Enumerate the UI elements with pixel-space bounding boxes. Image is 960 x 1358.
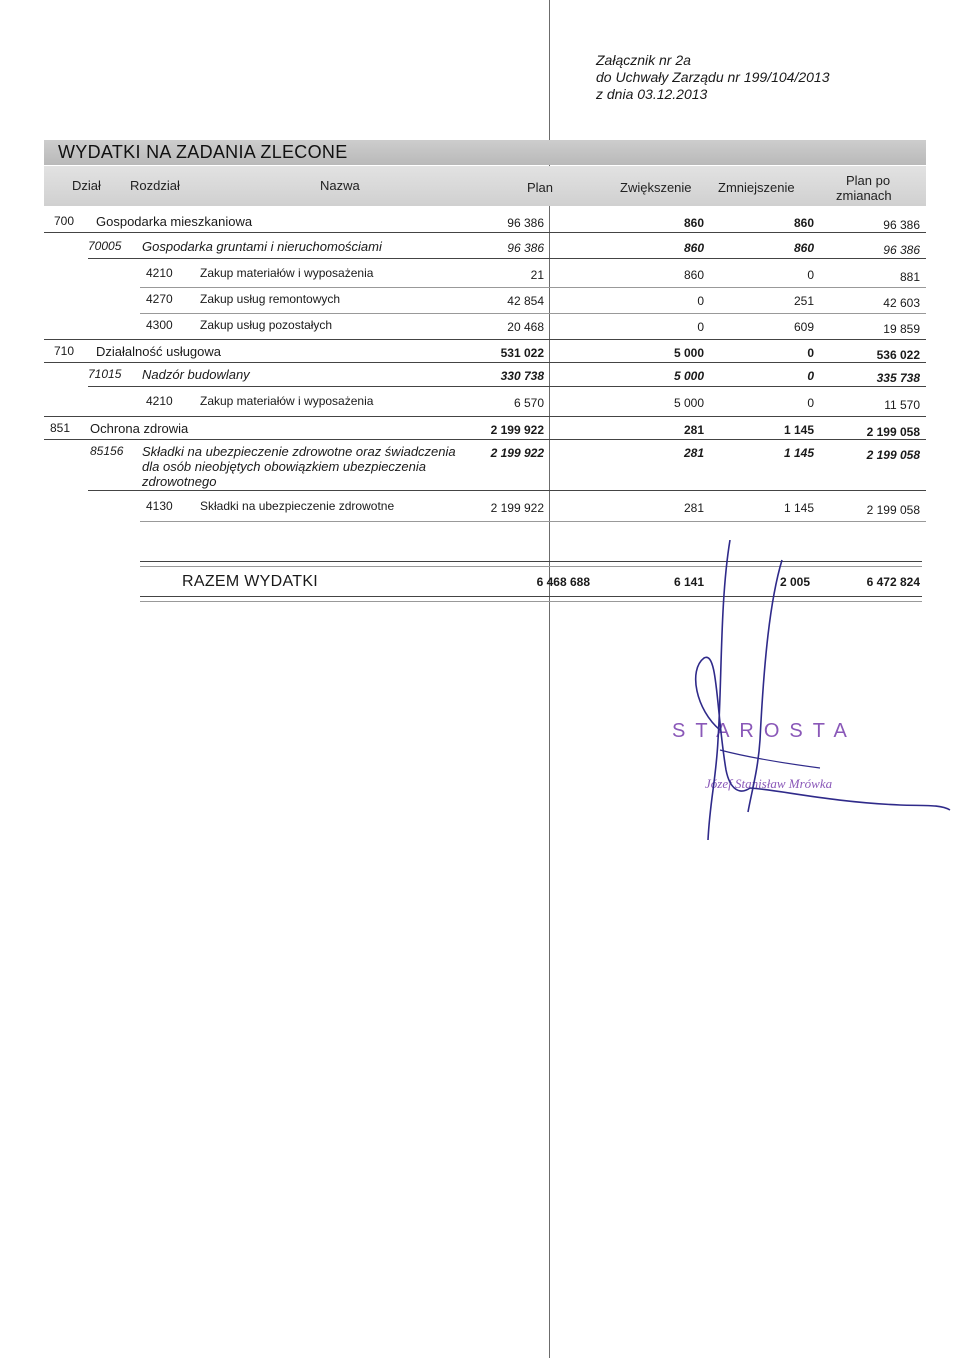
row-divider: [140, 521, 926, 522]
row-name: Gospodarka mieszkaniowa: [96, 214, 253, 229]
table-row: [44, 392, 926, 416]
table-row: [44, 316, 926, 340]
row-decrease: 0: [807, 346, 814, 360]
row-increase: 5 000: [673, 396, 704, 410]
row-increase: 0: [697, 320, 704, 334]
col-nazwa: Nazwa: [320, 178, 360, 193]
table-row: [44, 497, 926, 521]
row-divider: [140, 313, 926, 314]
row-decrease: 251: [793, 294, 814, 308]
row-increase: 860: [683, 241, 704, 255]
row-code: 4300: [146, 318, 173, 332]
row-name: Składki na ubezpieczenie zdrowotne: [200, 499, 395, 513]
col-dzial: Dział: [72, 178, 101, 193]
row-plan: 20 468: [507, 320, 544, 334]
row-plan-after: 2 199 058: [866, 448, 920, 462]
row-name: Zakup materiałów i wyposażenia: [200, 394, 374, 408]
row-name: Zakup usług pozostałych: [200, 318, 333, 332]
table-row: [44, 442, 926, 490]
row-decrease: 0: [807, 369, 814, 383]
attachment-line-3: z dnia 03.12.2013: [596, 86, 708, 102]
row-name: Nadzór budowlany: [142, 367, 250, 382]
row-decrease: 860: [793, 216, 814, 230]
row-plan-after: 42 603: [883, 296, 920, 310]
row-decrease: 0: [807, 396, 814, 410]
row-plan-after: 536 022: [876, 348, 920, 362]
row-plan-after: 881: [899, 270, 920, 284]
row-increase: 5 000: [673, 369, 704, 383]
starosta-stamp: STAROSTA: [672, 720, 857, 742]
row-plan: 2 199 922: [490, 446, 544, 460]
row-code: 4210: [146, 266, 173, 280]
row-decrease: 1 145: [783, 446, 814, 460]
row-decrease: 0: [807, 268, 814, 282]
row-code: 70005: [88, 239, 122, 253]
row-increase: 0: [697, 294, 704, 308]
row-plan: 531 022: [500, 346, 544, 360]
row-divider: [44, 339, 926, 340]
row-decrease: 1 145: [783, 501, 814, 515]
attachment-note: [596, 52, 829, 103]
row-name: Ochrona zdrowia: [90, 421, 189, 436]
row-code: 85156: [90, 444, 124, 458]
row-increase: 281: [683, 501, 704, 515]
table-title-bar: [44, 140, 926, 165]
row-divider: [44, 232, 926, 233]
row-decrease: 609: [793, 320, 814, 334]
attachment-line-2: do Uchwały Zarządu nr 199/104/2013: [596, 69, 830, 85]
row-plan: 42 854: [507, 294, 544, 308]
row-plan-after: 11 570: [884, 398, 920, 412]
row-decrease: 860: [793, 241, 814, 255]
row-plan: 96 386: [507, 216, 544, 230]
row-code: 71015: [88, 367, 122, 381]
row-divider: [44, 439, 926, 440]
attachment-line-1: Załącznik nr 2a: [596, 52, 691, 68]
row-code: 851: [50, 421, 71, 435]
row-plan: 96 386: [507, 241, 544, 255]
row-code: 4130: [146, 499, 173, 513]
row-decrease: 1 145: [783, 423, 814, 437]
row-divider: [44, 416, 926, 417]
row-name: Zakup usług remontowych: [200, 292, 341, 306]
col-zmniejszenie: Zmniejszenie: [718, 180, 795, 195]
total-decrease: 2 005: [779, 575, 810, 589]
row-plan: 2 199 922: [490, 423, 544, 437]
row-plan-after: 2 199 058: [866, 503, 920, 517]
row-increase: 860: [683, 216, 704, 230]
row-divider: [140, 287, 926, 288]
total-label: RAZEM WYDATKI: [182, 573, 319, 590]
row-name-line-3: zdrowotnego: [142, 474, 217, 489]
row-increase: 281: [683, 423, 704, 437]
row-divider: [88, 386, 926, 387]
row-code: 4270: [146, 292, 173, 306]
stamp-name: Józef Stanisław Mrówka: [705, 776, 833, 791]
column-header-row: [44, 166, 926, 206]
col-rozdzial: Rozdział: [130, 178, 180, 193]
row-plan-after: 335 738: [876, 371, 920, 385]
row-plan-after: 96 386: [883, 218, 920, 232]
row-plan: 330 738: [500, 369, 544, 383]
row-plan-after: 19 859: [883, 322, 920, 336]
total-plan-after: 6 472 824: [866, 575, 920, 589]
row-name: Zakup materiałów i wyposażenia: [200, 266, 374, 280]
row-plan: 6 570: [513, 396, 544, 410]
row-plan: 21: [530, 268, 544, 282]
row-increase: 281: [683, 446, 704, 460]
row-divider: [88, 490, 926, 491]
handwritten-signature: [660, 540, 960, 860]
page-title: WYDATKI NA ZADANIA ZLECONE: [58, 142, 348, 162]
row-name-line-2: dla osób nieobjętych obowiązkiem ubezpieczenia: [142, 459, 427, 474]
row-divider: [88, 258, 926, 259]
row-name: Działalność usługowa: [96, 344, 222, 359]
row-plan-after: 2 199 058: [866, 425, 920, 439]
row-code: 700: [54, 214, 75, 228]
row-code: 710: [54, 344, 75, 358]
row-name-line-1: Składki na ubezpieczenie zdrowotne oraz świadczenia: [142, 444, 456, 459]
col-plan: Plan: [527, 180, 554, 195]
row-increase: 860: [683, 268, 704, 282]
total-increase: 6 141: [673, 575, 704, 589]
total-plan: 6 468 688: [536, 575, 590, 589]
col-zwiekszenie: Zwiększenie: [620, 180, 692, 195]
col-plan-po: Plan po: [846, 173, 891, 188]
row-divider: [44, 362, 926, 363]
col-plan-po-2: zmianach: [836, 188, 892, 203]
row-plan-after: 96 386: [883, 243, 920, 257]
row-name: Gospodarka gruntami i nieruchomościami: [142, 239, 382, 254]
table-row: [44, 290, 926, 314]
row-increase: 5 000: [673, 346, 704, 360]
table-row: [44, 264, 926, 288]
row-code: 4210: [146, 394, 173, 408]
row-plan: 2 199 922: [490, 501, 544, 515]
